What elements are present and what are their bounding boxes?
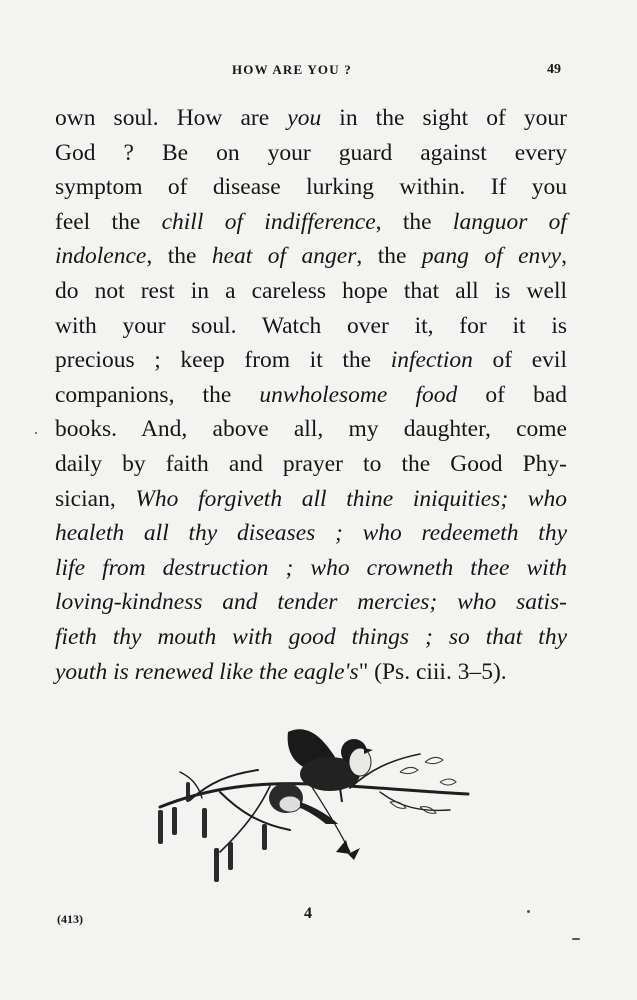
text-run: " (Ps. ciii. 3–5). — [358, 658, 507, 685]
text-run: of evil — [472, 347, 567, 374]
text-line — [55, 101, 567, 136]
italic-text: loving-kindness and tender mercies; who satis- — [55, 589, 567, 616]
text-line — [55, 551, 567, 586]
page-number: 49 — [547, 62, 561, 77]
text-run: in the sight of your — [321, 105, 567, 131]
italic-text: indolence — [55, 243, 147, 270]
italic-text: languor of — [452, 208, 567, 235]
text-run: symptom of disease lurking within. If you — [55, 174, 567, 201]
text-line — [55, 205, 567, 240]
text-line — [55, 136, 567, 171]
text-run: do not rest in a careless hope that all is well — [55, 277, 567, 304]
text-line — [55, 655, 567, 690]
italic-text: youth is renewed like the eagle's — [55, 658, 359, 685]
text-run: , — [561, 243, 567, 270]
text-run: companions, the — [55, 381, 260, 408]
italic-text: life from destruction ; who crowneth thee with — [55, 554, 567, 581]
text-line — [55, 170, 567, 205]
ink-speck — [35, 432, 37, 434]
body-text — [55, 101, 567, 689]
text-run: precious ; keep from it the — [55, 347, 391, 374]
italic-text: unwholesome food — [259, 381, 458, 408]
text-line — [55, 585, 567, 620]
running-head: HOW ARE YOU ? — [232, 62, 352, 77]
italic-text: fieth thy mouth with good things ; so that thy — [55, 623, 567, 650]
text-line — [55, 378, 567, 413]
printer-signature: (413) — [57, 912, 83, 926]
text-run: feel the — [55, 208, 162, 235]
italic-text: healeth all thy diseases ; who redeemeth thy — [55, 520, 567, 547]
text-run: with your soul. Watch over it, for it is — [55, 312, 567, 339]
italic-text: chill of indifference — [161, 208, 376, 235]
text-run: books. And, above all, my daughter, come — [55, 416, 567, 443]
text-run: of bad — [457, 381, 567, 408]
text-line — [55, 516, 567, 551]
text-line — [55, 309, 567, 344]
text-run: God ? Be on your guard against every — [55, 139, 567, 166]
text-run: sician, — [55, 485, 136, 512]
catkins — [158, 782, 267, 882]
italic-text: infection — [390, 347, 473, 374]
text-line — [55, 343, 567, 378]
text-line — [55, 239, 567, 274]
text-line — [55, 620, 567, 655]
leaves — [390, 757, 456, 813]
text-run: , the — [146, 243, 212, 270]
page-header — [0, 62, 637, 82]
italic-text: Who forgiveth all thine iniquities; who — [135, 485, 567, 512]
birds-on-branch-illustration — [150, 712, 480, 892]
italic-text: pang of envy — [421, 243, 562, 270]
butterfly — [336, 840, 360, 860]
text-line — [55, 447, 567, 482]
italic-text: heat of anger — [211, 243, 357, 270]
text-run: daily by faith and prayer to the Good Phy- — [55, 450, 567, 477]
text-line — [55, 412, 567, 447]
sheet-signature-mark: 4 — [304, 905, 312, 922]
text-run: , the — [375, 208, 453, 235]
text-line — [55, 274, 567, 309]
italic-text: you — [287, 105, 322, 131]
text-run: , the — [356, 243, 422, 270]
ink-speck — [572, 938, 580, 940]
ink-speck — [527, 910, 530, 913]
text-line — [55, 482, 567, 517]
text-run: own soul. How are — [55, 105, 288, 131]
